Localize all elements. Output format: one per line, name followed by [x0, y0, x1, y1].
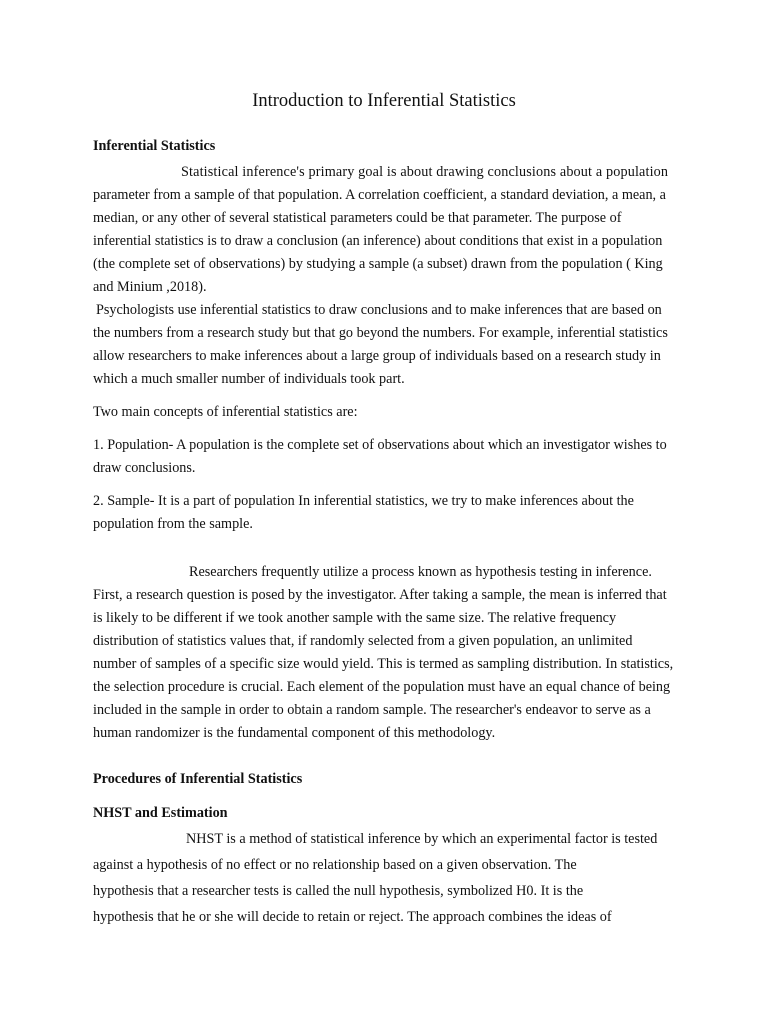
text-line: (the complete set of observations) by studying a sample (a subset) drawn from the population ( King [93, 256, 663, 272]
text-line: the numbers from a research study but that go beyond the numbers. For example, inferential statistics [93, 325, 668, 341]
text-line: parameter from a sample of that population. A correlation coefficient, a standard deviation, a mean, a [93, 187, 666, 203]
text-line: median, or any other of several statistical parameters could be that parameter. The purpose of [93, 210, 622, 226]
heading-nhst: NHST and Estimation [93, 805, 228, 821]
text-line: Statistical inference's primary goal is about drawing conclusions about a population [181, 164, 669, 180]
text-line: and Minium ,2018). [93, 279, 207, 295]
text-line: 1. Population- A population is the complete set of observations about which an investigator wishes to [93, 437, 667, 453]
text-line: is likely to be different if we took another sample with the same size. The relative frequency [93, 610, 617, 626]
text-line: the selection procedure is crucial. Each element of the population must have an equal chance of being [93, 679, 671, 695]
heading-procedures: Procedures of Inferential Statistics [93, 771, 303, 787]
concepts-intro: Two main concepts of inferential statistics are: [93, 404, 358, 420]
text-line: population from the sample. [93, 516, 253, 532]
text-line: 2. Sample- It is a part of population In inferential statistics, we try to make inferences about the [93, 493, 634, 509]
heading-inferential-statistics: Inferential Statistics [93, 138, 216, 154]
text-line: against a hypothesis of no effect or no relationship based on a given observation. The [93, 857, 577, 873]
text-line: included in the sample in order to obtain a random sample. The researcher's endeavor to serve as a [93, 702, 651, 718]
text-line: human randomizer is the fundamental component of this methodology. [93, 725, 496, 741]
text-line: draw conclusions. [93, 460, 196, 476]
text-line: hypothesis that a researcher tests is called the null hypothesis, symbolized H0. It is the [93, 883, 584, 899]
text-line: number of samples of a specific size would yield. This is termed as sampling distribution. In statistics, [93, 656, 674, 672]
text-line: which a much smaller number of individuals took part. [93, 371, 405, 387]
text-line: inferential statistics is to draw a conclusion (an inference) about conditions that exist in a population [93, 233, 663, 249]
text-line: Psychologists use inferential statistics to draw conclusions and to make inferences that are based on [96, 302, 662, 318]
text-line: First, a research question is posed by the investigator. After taking a sample, the mean is inferred that [93, 587, 667, 603]
text-line: Researchers frequently utilize a process known as hypothesis testing in inference. [189, 564, 652, 580]
text-line: allow researchers to make inferences about a large group of individuals based on a research study in [93, 348, 661, 364]
document-title: Introduction to Inferential Statistics [252, 91, 516, 111]
text-line: NHST is a method of statistical inference by which an experimental factor is tested [186, 831, 658, 847]
text-line: hypothesis that he or she will decide to retain or reject. The approach combines the ideas of [93, 909, 612, 925]
text-line: distribution of statistics values that, if randomly selected from a given population, an unlimited [93, 633, 633, 649]
